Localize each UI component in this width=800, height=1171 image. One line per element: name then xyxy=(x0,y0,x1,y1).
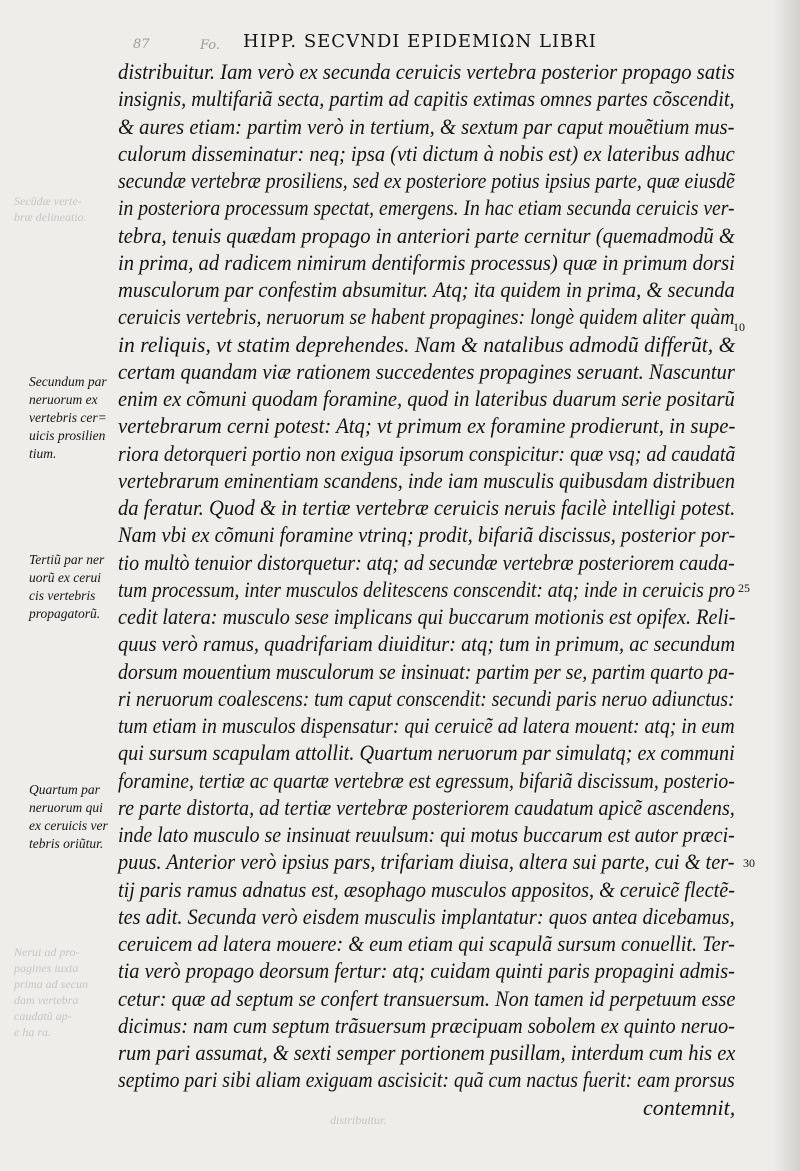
show-through-note xyxy=(14,944,88,1040)
text-line: vertebrarum eminentiam scandens, inde iam musculis quibusdam distribuen xyxy=(118,467,735,493)
text-line: dicimus: nam cum septum trãsuersum præcipuam sobolem ex quinto neruo- xyxy=(118,1012,735,1038)
margin-note-line: propagatorũ. xyxy=(29,606,101,621)
show-through-line: e ha ra. xyxy=(14,1025,51,1039)
folio-mark: Fo. xyxy=(200,38,221,53)
text-line: certam quandam viæ rationem succedentes propagines seruant. Nascuntur xyxy=(118,358,735,384)
margin-note-line: tebris oriũtur. xyxy=(29,836,104,851)
text-line: tia verò propago deorsum fertur: atq; cuidam quinti paris propagini admis- xyxy=(118,958,735,984)
margin-note-line: neruorum qui xyxy=(29,800,103,815)
text-line: dorsum mouentium musculorum se insinuat: partim per se, partim quarto pa- xyxy=(118,658,735,684)
text-line: quus verò ramus, quadrifariam diuiditur: atq; tum in primum, ac secundum xyxy=(118,631,736,657)
text-line: septimo pari sibi aliam exiguam ascisicit: quã cum nactus fuerit: eam prorsus xyxy=(118,1067,735,1093)
margin-note-line: vertebris cer= xyxy=(29,410,107,425)
page-edge-shadow xyxy=(772,0,800,1171)
text-line: tum processum, inter musculos delitescens conscendit: atq; inde in ceruicis pro xyxy=(118,576,735,602)
show-through-note xyxy=(14,193,87,225)
line-number: 25 xyxy=(738,581,750,595)
text-line: insignis, multifariã secta, partim ad capitis extimas omnes partes cõscendit, xyxy=(118,86,735,112)
text-line: inde lato musculo se insinuat reuulsum: qui motus buccarum est autor præci- xyxy=(118,822,735,847)
show-through-line: bræ delineatio. xyxy=(14,210,87,224)
text-line: in reliquis, vt statim deprehendes. Nam & natalibus admodũ differũt, & xyxy=(118,331,736,357)
text-line: in prima, ad radicem nimirum dentiformis processus) quæ in primum dorsi xyxy=(118,249,735,275)
margin-note-fourth-pair xyxy=(29,781,108,853)
margin-note-line: Secundum par xyxy=(29,374,107,389)
show-through-line: prima ad secun xyxy=(14,977,88,991)
text-line: vertebrarum cerni potest: Atq; vt primum ex foramine prodierunt, in supe- xyxy=(118,413,736,439)
text-line: puus. Anterior verò ipsius pars, trifariam diuisa, altera sui parte, cui & ter- xyxy=(118,849,735,875)
text-line: riora detorqueri portio non exigua ipsorum conspicitur: quæ vsq; ad caudatã xyxy=(118,440,736,466)
line-number: 30 xyxy=(743,856,755,870)
margin-note-line: tium. xyxy=(29,446,57,461)
show-through-line: Secũdæ verte- xyxy=(14,194,82,208)
text-line: enim ex cõmuni quodam foramine, quod in lateribus duarum serie positarũ xyxy=(118,386,735,411)
text-line: musculorum par confestim absumitur. Atq; ita quidem in prima, & secunda xyxy=(118,277,735,302)
text-line: & aures etiam: partim verò in tertium, & sextum par caput mouẽtium mus- xyxy=(118,113,735,139)
text-line: rum pari assumat, & sexti semper portionem pusillam, interdum cum his ex xyxy=(118,1040,736,1065)
text-line: contemnit, xyxy=(643,1094,736,1120)
text-line: tes adit. Secunda verò eisdem musculis implantatur: quos antea dicebamus, xyxy=(118,903,735,929)
text-line: in posteriora processum spectat, emergens. In hac etiam secunda ceruicis ver- xyxy=(118,195,735,221)
text-line: re parte distorta, ad tertiæ vertebræ posteriorem caudatum apicẽ ascendens, xyxy=(118,794,735,820)
margin-note-line: Quartum par xyxy=(29,782,100,797)
show-through-note xyxy=(330,1112,386,1128)
text-line: qui sursum scapulam attollit. Quartum neruorum par simulatq; ex communi xyxy=(118,740,735,766)
text-line: tio multò tenuior distorquetur: atq; ad secundæ vertebræ posteriorem cauda- xyxy=(118,549,735,575)
text-line: tebra, tenuis quædam propago in anteriori parte cernitur (quemadmodũ & xyxy=(118,222,735,248)
text-line: secundæ vertebræ prosiliens, sed ex posteriore potius ipsius parte, quæ eiusdẽ xyxy=(118,168,735,193)
show-through-line: dam vertebra xyxy=(14,993,79,1007)
running-title: HIPP. SECVNDI EPIDEMIΩN LIBRI xyxy=(243,31,597,52)
text-line: cetur: quæ ad septum se confert transuersum. Non tamen id perpetuum esse xyxy=(118,985,736,1011)
show-through-line: Nerui ad pro- xyxy=(14,945,80,959)
text-line: foramine, tertiæ ac quartæ vertebræ est egressum, bifariã discissum, posterio- xyxy=(118,767,735,793)
page-number: 87 xyxy=(133,37,150,52)
text-line: tij paris ramus adnatus est, æsophago musculos appositos, & ceruicẽ flectẽ- xyxy=(118,876,735,902)
text-line: Nam vbi ex cõmuni foramine vtrinq; prodit, bifariã discissus, posterior por- xyxy=(118,522,736,548)
text-line: ceruicis vertebris, neruorum se habent propagines: longè quidem aliter quàm xyxy=(118,304,735,330)
margin-note-line: neruorum ex xyxy=(29,392,98,407)
margin-note-line: uicis prosilien xyxy=(29,428,106,443)
margin-note-line: ex ceruicis ver xyxy=(29,818,108,833)
margin-note-line: cis vertebris xyxy=(29,588,96,603)
margin-note-line: uorũ ex cerui xyxy=(29,570,101,585)
show-through-line: caudatũ ap- xyxy=(14,1009,72,1023)
text-line: culorum disseminatur: neq; ipsa (vti dictum à nobis est) ex lateribus adhuc xyxy=(118,140,735,166)
text-line: distribuitur. Iam verò ex secunda ceruicis vertebra posterior propago satis xyxy=(118,59,735,84)
margin-note-third-pair xyxy=(29,551,104,623)
show-through-line: distribuitur. xyxy=(330,1113,387,1127)
margin-note-line: Tertiũ par ner xyxy=(29,552,105,567)
line-number: 10 xyxy=(733,320,745,334)
text-line: da feratur. Quod & in tertiæ vertebræ ceruicis neruis facilè intelligi potest. xyxy=(118,495,736,520)
text-line: tum etiam in musculos dispensatur: qui ceruicẽ ad latera mouent: atq; in eum xyxy=(118,713,735,738)
show-through-line: pagines iuxta xyxy=(14,961,79,975)
text-line: ri neruorum coalescens: tum caput conscendit: secundi paris neruo adiunctus: xyxy=(118,685,735,711)
margin-note-second-pair xyxy=(29,373,107,463)
text-line: cedit latera: musculo sese implicans qui buccarum motionis est opifex. Reli- xyxy=(118,604,736,629)
text-line: ceruicem ad latera mouere: & eum etiam qui scapulã sursum conuellit. Ter- xyxy=(118,931,735,956)
